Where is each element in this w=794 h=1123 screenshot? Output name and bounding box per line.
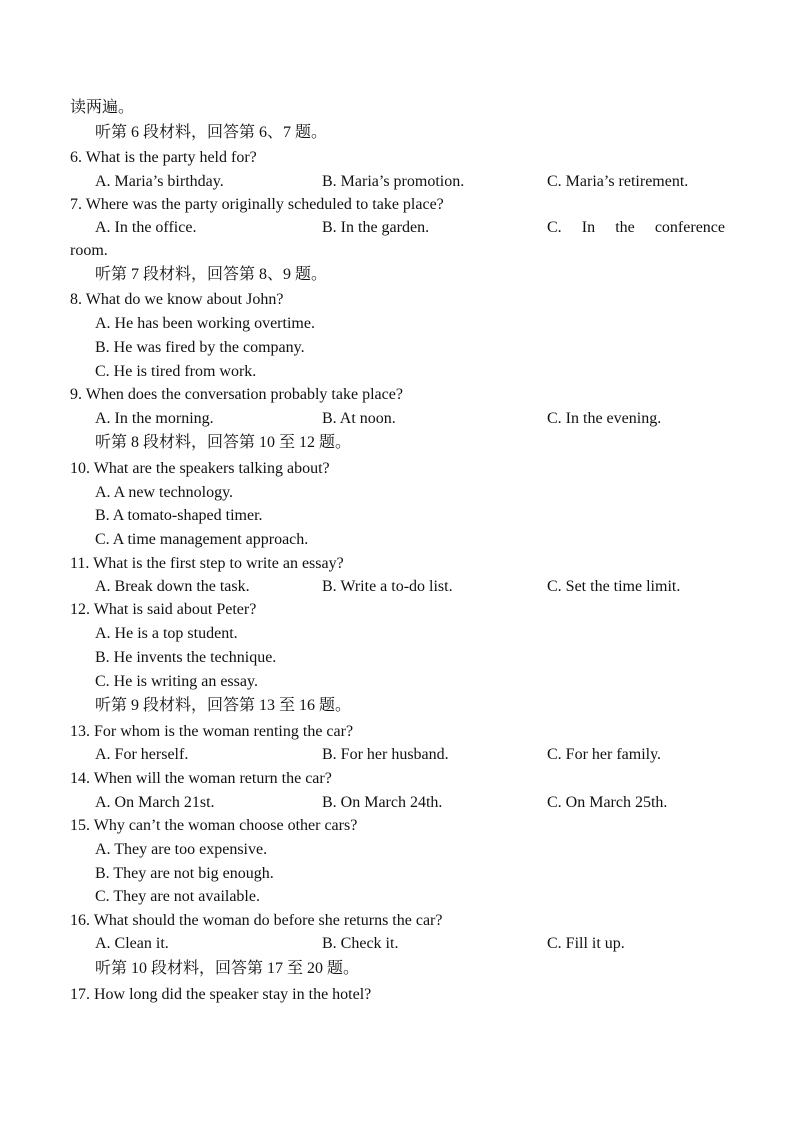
question-7-stem: 7. Where was the party originally scheduled to take place? (70, 196, 444, 213)
intro-text: 读两遍。 (70, 99, 135, 116)
option-c: C. For her family. (547, 746, 662, 763)
section-6-instruction: 听第 6 段材料，回答第 6、7 题。 (95, 124, 328, 141)
question-6-stem: 6. What is the party held for? (70, 149, 257, 166)
question-14-stem: 14. When will the woman return the car? (70, 770, 332, 787)
option-b: B. Check it. (322, 935, 399, 952)
question-15-option-a: A. They are too expensive. (95, 841, 268, 858)
question-16-options (70, 933, 730, 955)
question-13-stem: 13. For whom is the woman renting the car? (70, 723, 354, 740)
option-c (547, 217, 725, 239)
question-8-option-b: B. He was fired by the company. (95, 339, 305, 356)
option-a: A. On March 21st. (95, 794, 215, 811)
option-a: A. In the office. (95, 219, 197, 236)
question-8-option-a: A. He has been working overtime. (95, 315, 315, 332)
question-7-options (70, 217, 730, 239)
option-a: A. Break down the task. (95, 578, 250, 595)
question-12-stem: 12. What is said about Peter? (70, 601, 257, 618)
question-15-option-b: B. They are not big enough. (95, 865, 274, 882)
question-13-options (70, 744, 730, 766)
question-12-option-c: C. He is writing an essay. (95, 673, 258, 690)
question-6-options (70, 171, 730, 193)
section-9-instruction: 听第 9 段材料，回答第 13 至 16 题。 (95, 697, 352, 714)
question-10-option-c: C. A time management approach. (95, 531, 309, 548)
section-7-instruction: 听第 7 段材料，回答第 8、9 题。 (95, 266, 328, 283)
option-b: B. At noon. (322, 410, 396, 427)
option-c-word: C. (547, 219, 562, 236)
section-10-instruction: 听第 10 段材料，回答第 17 至 20 题。 (95, 960, 360, 977)
option-b: B. Maria’s promotion. (322, 173, 465, 190)
question-16-stem: 16. What should the woman do before she returns the car? (70, 912, 443, 929)
option-c-word: In (581, 219, 596, 236)
option-b: B. For her husband. (322, 746, 449, 763)
question-9-stem: 9. When does the conversation probably take place? (70, 386, 403, 403)
option-a: A. In the morning. (95, 410, 214, 427)
option-a: A. Maria’s birthday. (95, 173, 224, 190)
question-8-stem: 8. What do we know about John? (70, 291, 284, 308)
question-10-stem: 10. What are the speakers talking about? (70, 460, 330, 477)
section-8-instruction: 听第 8 段材料，回答第 10 至 12 题。 (95, 434, 352, 451)
question-15-stem: 15. Why can’t the woman choose other cars? (70, 817, 358, 834)
option-c: C. Set the time limit. (547, 578, 681, 595)
question-17-stem: 17. How long did the speaker stay in the hotel? (70, 986, 372, 1003)
question-8-option-c: C. He is tired from work. (95, 363, 257, 380)
option-c: C. In the evening. (547, 410, 662, 427)
option-a: A. For herself. (95, 746, 189, 763)
option-c-word: conference (654, 219, 725, 236)
question-14-options (70, 792, 730, 814)
option-c: C. Maria’s retirement. (547, 173, 689, 190)
question-12-option-b: B. He invents the technique. (95, 649, 277, 666)
question-11-options (70, 576, 730, 598)
question-15-option-c: C. They are not available. (95, 888, 260, 905)
option-b: B. Write a to-do list. (322, 578, 453, 595)
question-11-stem: 11. What is the first step to write an essay? (70, 555, 344, 572)
question-12-option-a: A. He is a top student. (95, 625, 238, 642)
option-c: C. On March 25th. (547, 794, 668, 811)
option-b: B. On March 24th. (322, 794, 443, 811)
question-10-option-a: A. A new technology. (95, 484, 234, 501)
option-a: A. Clean it. (95, 935, 169, 952)
option-b: B. In the garden. (322, 219, 430, 236)
question-10-option-b: B. A tomato-shaped timer. (95, 507, 263, 524)
option-c: C. Fill it up. (547, 935, 625, 952)
question-7-option-c-wrap: room. (70, 242, 108, 259)
option-c-word: the (615, 219, 635, 236)
question-9-options (70, 408, 730, 430)
